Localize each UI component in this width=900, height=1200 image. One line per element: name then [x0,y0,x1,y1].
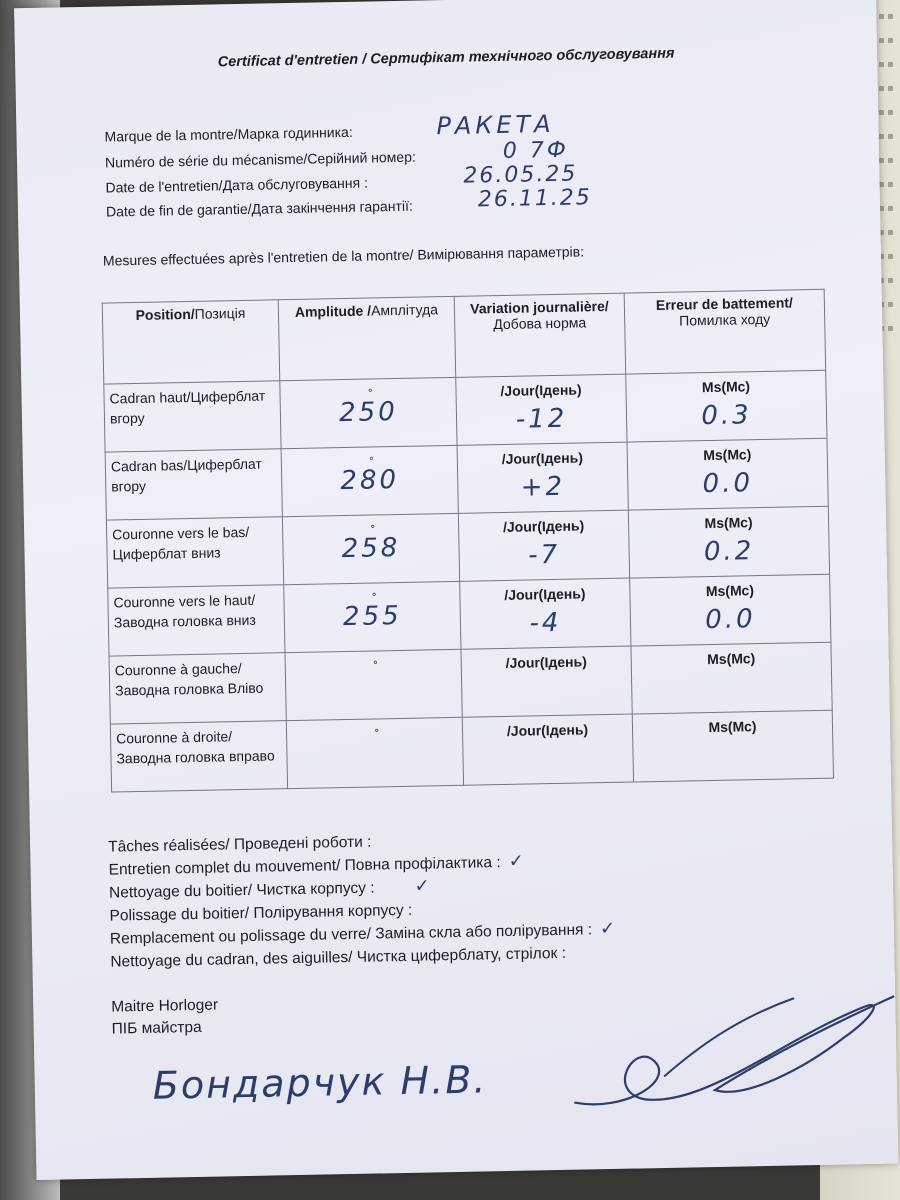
row-variation: /Jour(Ідень) -4 [460,578,631,649]
table-row [110,710,833,792]
task-item: Nettoyage du boitier/ Чистка корпусу : ✓ [108,875,430,902]
row-variation: /Jour(Ідень) -12 [456,374,627,445]
header-position: Position/Позиція [102,300,280,384]
tasks-heading: Tâches réalisées/ Проведені роботи : [108,833,372,856]
certificate-title: Certificat d'entretien / Сертифікат технічного обслуговування [217,45,675,71]
row-position: Couronne à droite/Заводна головка вправо [110,721,287,792]
row-erreur: Ms(Мс) 0.0 [627,438,828,510]
row-amplitude: ° 250 [280,377,457,448]
row-erreur: Ms(Мс) 0.2 [628,506,829,578]
field-brand-value: РАКЕТА [436,109,555,141]
task-item: Entretien complet du mouvement/ Повна профілактика : ✓ [108,850,524,879]
task-item: Polissage du boitier/ Полірування корпусу : [109,901,413,925]
row-amplitude: ° 280 [281,445,458,516]
field-brand-label: Marque de la montre/Марка годинника: [104,123,353,145]
row-variation: /Jour(Ідень) +2 [457,442,628,513]
row-amplitude: ° 255 [284,581,461,652]
check-mark: ✓ [599,917,616,940]
row-erreur: Ms(Мс) [631,642,832,714]
signature-scribble [563,976,900,1132]
check-mark: ✓ [508,850,524,872]
row-amplitude: ° [285,649,462,720]
master-title: Maitre Horloger [111,996,219,1016]
task-item: Remplacement ou polissage du verre/ Заміна скла або полірування : ✓ [109,917,616,948]
row-variation: /Jour(Ідень) [461,646,632,717]
header-erreur: Erreur de battement/Помилка ходу [624,289,826,374]
measures-heading: Mesures effectuées après l'entretien de la montre/ Вимірювання параметрів: [102,243,585,269]
measurements-table [102,289,834,793]
row-erreur: Ms(Мс) 0.0 [630,574,831,646]
field-warranty-date-value: 26.11.25 [477,185,593,213]
row-position: Cadran bas/Циферблат вгору [105,449,282,520]
row-erreur: Ms(Мс) [632,710,833,782]
row-position: Cadran haut/Циферблат вгору [104,381,281,452]
task-item: Nettoyage du cadran, des aiguilles/ Чистка циферблату, стрілок : [110,944,567,971]
master-name-label: ПІБ майстра [111,1018,202,1038]
row-position: Couronne vers le bas/Циферблат вниз [106,517,283,588]
row-amplitude: ° 258 [282,513,459,584]
field-service-date-label: Date de l'entretien/Дата обслуговування : [105,174,369,196]
row-variation: /Jour(Ідень) [462,714,633,785]
field-serial-value: 0 7Ф [502,137,570,164]
row-amplitude: ° [286,717,463,788]
tasks-section [108,827,616,974]
table-header-row [102,289,825,384]
field-warranty-date-label: Date de fin de garantie/Дата закінчення гарантії: [105,197,413,220]
field-serial-label: Numéro de série du mécanisme/Серійний номер: [104,148,416,171]
row-erreur: Ms(Мс) 0.3 [626,370,827,442]
row-position: Couronne vers le haut/Заводна головка вниз [108,585,285,656]
row-position: Couronne à gauche/ Заводна головка Вліво [109,653,286,724]
check-mark: ✓ [414,875,430,897]
certificate-paper [14,0,898,1180]
row-variation: /Jour(Ідень) -7 [458,510,629,581]
header-amplitude: Amplitude /Амплітуда [278,296,456,380]
header-variation: Variation journalière/Добова норма [454,293,626,377]
master-section [111,995,219,1041]
field-service-date-value: 26.05.25 [463,161,578,189]
master-name-handwritten: Бондарчук Н.В. [152,1057,488,1108]
